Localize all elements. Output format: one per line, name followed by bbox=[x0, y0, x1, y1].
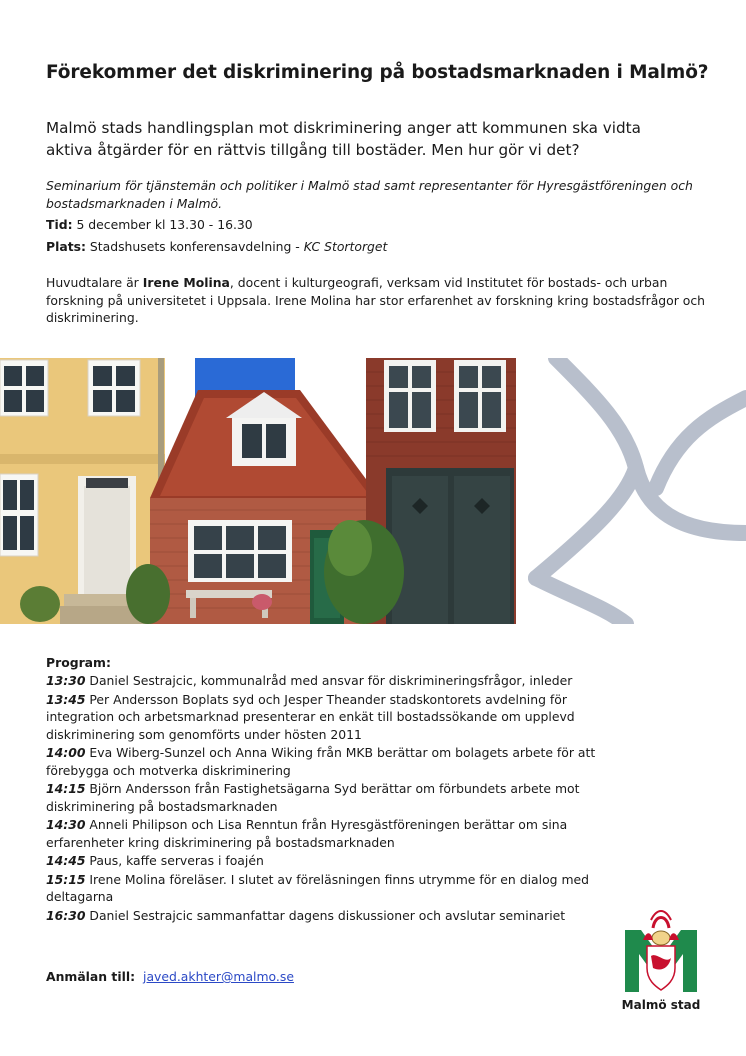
program-item bbox=[46, 871, 606, 906]
program-item-text: Per Andersson Boplats syd och Jesper Theander stadskontorets avdelning för integration och arbetsmarknad presenterar en enkät till bostadssökande om upplevd diskriminering som genomförts under hösten 2011 bbox=[46, 691, 575, 742]
speaker-paragraph bbox=[46, 274, 706, 327]
program-item-text: Daniel Sestrajcic, kommunalråd med ansvar för diskrimineringsfrågor, inleder bbox=[89, 673, 573, 688]
program-item-time: 16:30 bbox=[46, 907, 86, 923]
speaker-name: Irene Molina bbox=[142, 275, 230, 290]
speaker-text: , docent i kulturgeografi, verksam vid Institutet för bostads- och urban forskning på universitetet i Uppsala. Irene Molina har stor erfarenhet av forskning kring bostadsfrågor och diskriminering. bbox=[46, 275, 706, 325]
program-item bbox=[46, 691, 606, 744]
lead-paragraph: Malmö stads handlingsplan mot diskriminering anger att kommunen ska vidta aktiva åtgärder för en rättvis tillgång till bostäder. Men hur gör vi det? bbox=[46, 119, 641, 159]
program-item-time: 14:45 bbox=[46, 853, 86, 868]
program-item bbox=[46, 852, 606, 870]
time-label: Tid: bbox=[46, 217, 73, 232]
program-item bbox=[46, 816, 606, 851]
logo-caption: Malmö stad bbox=[621, 998, 701, 1012]
program-item-text: Eva Wiberg-Sunzel och Anna Wiking från MKB berättar om bolagets arbete för att förebygga och motverka diskriminering bbox=[46, 745, 596, 778]
program-item-time: 14:15 bbox=[46, 781, 86, 796]
program-list bbox=[46, 672, 606, 924]
program-item bbox=[46, 744, 606, 779]
page-title: Förekommer det diskriminering på bostadsmarknaden i Malmö? bbox=[46, 62, 709, 83]
program-item-text: Daniel Sestrajcic sammanfattar dagens diskussioner och avslutar seminariet bbox=[89, 907, 566, 923]
signup-label: Anmälan till: bbox=[46, 969, 136, 984]
program-item bbox=[46, 780, 606, 815]
signup-email-link[interactable]: javed.akhter@malmo.se bbox=[143, 969, 294, 984]
houses-photo bbox=[0, 358, 516, 624]
place-value: Stadshusets konferensavdelning - bbox=[89, 238, 300, 254]
program-item-time: 14:00 bbox=[46, 745, 86, 760]
place-room: KC Stortorget bbox=[303, 238, 388, 254]
program-item bbox=[46, 907, 606, 925]
signup-line bbox=[46, 968, 446, 986]
program-heading: Program: bbox=[46, 655, 111, 670]
program-item-text: Irene Molina föreläser. I slutet av föreläsningen finns utrymme för en dialog med deltagarna bbox=[46, 871, 590, 904]
coat-of-arms-icon bbox=[621, 906, 701, 998]
program-item-time: 13:45 bbox=[46, 691, 86, 707]
program-item-text: Björn Andersson från Fastighetsägarna Syd berättar om förbundets arbete mot diskriminering på bostadsmarknaden bbox=[46, 781, 580, 814]
program-item bbox=[46, 672, 606, 690]
event-info bbox=[46, 177, 706, 255]
program-item-time: 14:30 bbox=[46, 817, 86, 832]
program-section bbox=[46, 654, 606, 925]
program-item-time: 13:30 bbox=[46, 673, 86, 688]
place-label: Plats: bbox=[46, 238, 86, 254]
decorative-swirl bbox=[516, 358, 746, 624]
time-line bbox=[46, 216, 706, 234]
malmo-stad-logo bbox=[621, 906, 701, 1016]
place-line bbox=[46, 238, 706, 256]
program-item-time: 15:15 bbox=[46, 871, 86, 887]
speaker-prefix: Huvudtalare är bbox=[46, 275, 139, 290]
time-value: 5 december kl 13.30 - 16.30 bbox=[76, 217, 253, 232]
seminar-description: Seminarium för tjänstemän och politiker i Malmö stad samt representanter för Hyresgästföreningen och bostadsmarknaden i Malmö. bbox=[46, 178, 693, 211]
program-item-text: Paus, kaffe serveras i foajén bbox=[89, 853, 264, 868]
program-item-text: Anneli Philipson och Lisa Renntun från Hyresgästföreningen berättar om sina erfarenheter kring diskriminering på bostadsmarknaden bbox=[46, 817, 568, 850]
